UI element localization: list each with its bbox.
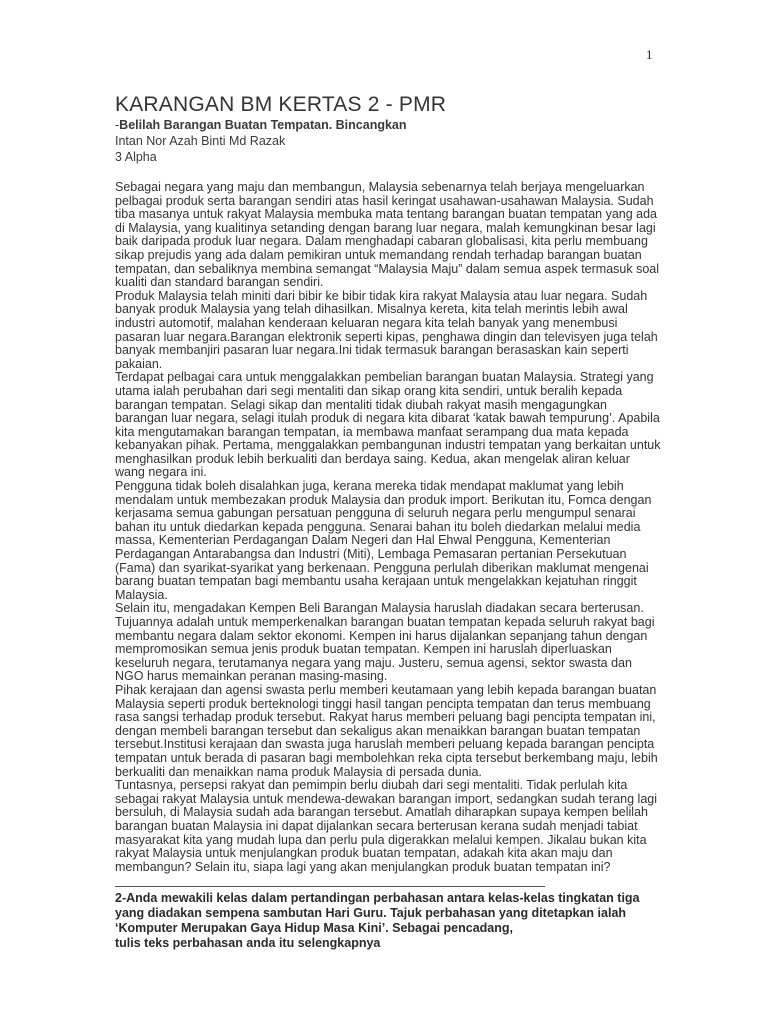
document-title: KARANGAN BM KERTAS 2 - PMR: [115, 93, 447, 116]
page-number: 1: [646, 47, 653, 62]
essay-paragraph: Pihak kerajaan dan agensi swasta perlu memberi keutamaan yang lebih kepada barangan buatan Malaysia seperti produk berteknologi tinggi hasil tangan pencipta tempatan dan terus membuang rasa sangsi terhadap produk tersebut. Rakyat harus memberi peluang bagi pencipta tempatan ini, dengan membeli barangan tersebut dan sekaligus akan menaikkan barangan buatan tempatan tersebut.Institusi kerajaan dan swasta juga haruslah memberi peluang kepada barangan pencipta tempatan untuk berada di pasaran bagi membolehkan reka cipta tersebut berkembang maju, lebih berkualiti dan menaikkan nama produk Malaysia di persada dunia.: [115, 682, 658, 779]
essay-topic: [115, 117, 663, 133]
essay-paragraph: Tuntasnya, persepsi rakyat dan pemimpin berlu diubah dari segi mentaliti. Tidak perlulah kita sebagai rakyat Malaysia untuk mendewa-dewakan barangan import, sedangkan sudah terang lagi bersuluh, di Malaysia sudah ada barangan tersebut. Amatlah diharapkan supaya kempen belilah barangan buatan Malaysia ini dapat dijalankan secara berterusan kerana sudah menjadi tabiat masyarakat kita yang mudah lupa dan perlu pula digerakkan melalui kempen. Jikalau bukan kita rakyat Malaysia untuk menjulangkan produk buatan tempatan, adakah kita akan maju dan membangun? Selain itu, siapa lagi yang akan menjulangkan produk buatan tempatan ini?: [115, 778, 658, 874]
essay-paragraph: Selain itu, mengadakan Kempen Beli Barangan Malaysia haruslah diadakan secara berterusan. Tujuannya adalah untuk memperkenalkan barangan buatan tempatan kepada seluruh rakyat bagi membantu negara dalam sektor ekonomi. Kempen ini harus dijalankan sepanjang tahun dengan mempromosikan semua jenis produk buatan tempatan. Kempen ini haruslah diperluaskan keseluruh negara, terutamanya negara yang maju. Justeru, semua agensi, sektor swasta dan NGO harus memainkan peranan masing-masing.: [115, 601, 655, 684]
essay-paragraph: Produk Malaysia telah miniti dari bibir ke bibir tidak kira rakyat Malaysia atau luar negara. Sudah banyak produk Malaysia yang telah dihasilkan. Misalnya kereta, kita telah merintis lebih awal industri automotif, malahan kenderaan keluaran negara kita telah banyak yang menembusi pasaran luar negara.Barangan elektronik seperti kipas, penghawa dingin dan televisyen juga telah banyak membanjiri pasaran luar negara.Ini tidak termasuk barangan berasaskan kain seperti pakaian.: [115, 288, 658, 371]
essay-paragraph: Pengguna tidak boleh disalahkan juga, kerana mereka tidak mendapat maklumat yang lebih mendalam untuk membezakan produk Malaysia dan produk import. Berikutan itu, Fomca dengan kerjasama semua gabungan persatuan pengguna di seluruh negara perlu mengumpul senarai bahan itu untuk diedarkan kepada pengguna. Senarai bahan itu boleh diedarkan melalui media massa, Kementerian Perdagangan Dalam Negeri dan Hal Ehwal Pengguna, Kementerian Perdagangan Antarabangsa dan Industri (Miti), Lembaga Pemasaran pertanian Persekutuan (Fama) dan syarikat-syarikat yang berkenaan. Pengguna perlulah diberikan maklumat mengenai barang buatan tempatan bagi membantu usaha kerajaan untuk mengelakkan kejatuhan ringgit Malaysia.: [115, 479, 652, 602]
question-text: 2-Anda mewakili kelas dalam pertandingan perbahasan antara kelas-kelas tingkatan tiga yang diadakan sempena sambutan Hari Guru. Tajuk perbahasan yang ditetapkan ialah ‘Komputer Merupakan Gaya Hidup Masa Kini’. Sebagai pencadang,: [115, 891, 640, 936]
essay-paragraph: Sebagai negara yang maju dan membangun, Malaysia sebenarnya telah berjaya mengeluarkan pelbagai produk serta barangan sendiri atas hasil keringat usahawan-usahawan Malaysia. Sudah tiba masanya untuk rakyat Malaysia membuka mata tentang barangan buatan tempatan yang ada di Malaysia, yang kualitinya setanding dengan barang luar negara, malah kemungkinan besar lagi baik daripada produk luar negara. Dalam menghadapi cabaran globalisasi, kita perlu membuang sikap prejudis yang ada dalam pemikiran untuk memandang rendah terhadap barangan buatan tempatan, dan sebaliknya membina semangat “Malaysia Maju” dalam semua aspek termasuk soal kualiti dan standard barangan sendiri.: [115, 180, 660, 290]
essay-paragraph: Terdapat pelbagai cara untuk menggalakkan pembelian barangan buatan Malaysia. Strategi yang utama ialah perubahan dari segi mentaliti dan sikap orang kita sendiri, untuk beralih kepada barangan tempatan. Selagi sikap dan mentaliti tidak diubah rakyat masih mengagungkan barangan luar negara, selagi itulah produk di negara kita dibarat ‘katak bawah tempurung’. Apabila kita mengutamakan barangan tempatan, ia membawa manfaat serampang dua mata kepada kebanyakan pihak. Pertama, menggalakkan pembangunan industri tempatan yang berkaitan untuk menghasilkan produk lebih berkualiti dan berdaya saing. Kedua, akan mengelak aliran keluar wang negara ini.: [115, 370, 661, 480]
author-name: Intan Nor Azah Binti Md Razak: [115, 134, 286, 148]
author-class: 3 Alpha: [115, 150, 157, 164]
essay-topic-text: Belilah Barangan Buatan Tempatan. Bincangkan: [119, 118, 407, 132]
essay-body: [115, 181, 663, 874]
document-content: [115, 92, 663, 951]
section-divider: [115, 886, 545, 887]
question-instruction: tulis teks perbahasan anda itu selengkapnya: [115, 936, 381, 951]
question-prompt: [115, 891, 663, 951]
essay-topic-prefix: -: [115, 118, 120, 132]
